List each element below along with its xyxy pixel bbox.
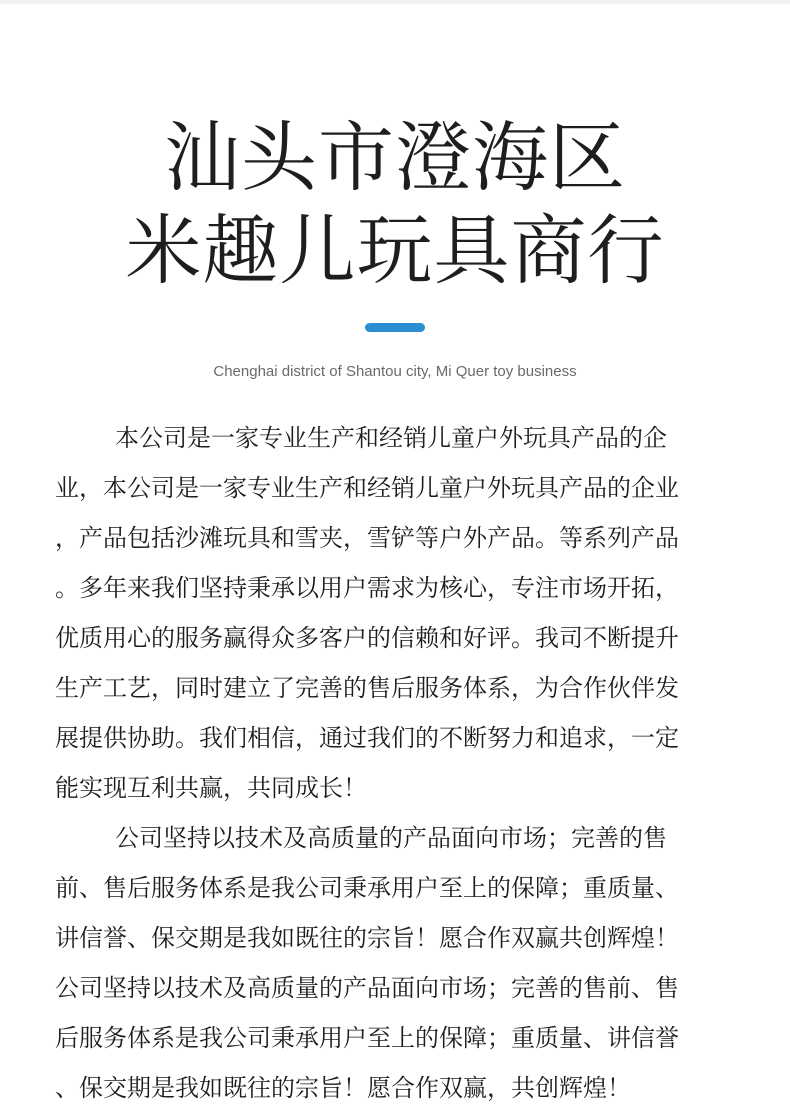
- paragraph-line: 业，本公司是一家专业生产和经销儿童户外玩具产品的企业: [55, 474, 679, 502]
- paragraph-line: 公司坚持以技术及高质量的产品面向市场；完善的售: [115, 824, 667, 852]
- paragraph-line: 讲信誉、保交期是我如既往的宗旨！愿合作双赢共创辉煌！: [55, 924, 679, 952]
- paragraph-line: 优质用心的服务赢得众多客户的信赖和好评。我司不断提升: [55, 624, 679, 652]
- paragraph-line: 展提供协助。我们相信，通过我们的不断努力和追求，一定: [55, 724, 679, 752]
- mission-paragraph: [55, 813, 745, 1113]
- english-subtitle: Chenghai district of Shantou city, Mi Quer toy business: [213, 363, 577, 380]
- top-band: [0, 0, 790, 4]
- paragraph-line: 。多年来我们坚持秉承以用户需求为核心，专注市场开拓，: [55, 574, 679, 602]
- paragraph-line: 、保交期是我如既往的宗旨！愿合作双赢，共创辉煌！: [55, 1074, 631, 1102]
- intro-paragraph: [55, 413, 745, 813]
- paragraph-line: 能实现互利共赢，共同成长！: [55, 774, 367, 802]
- paragraph-line: 生产工艺，同时建立了完善的售后服务体系，为合作伙伴发: [55, 674, 679, 702]
- paragraph-line: 公司坚持以技术及高质量的产品面向市场；完善的售前、售: [55, 974, 679, 1002]
- accent-divider: [365, 323, 425, 332]
- page-title-line-1: 汕头市澄海区: [164, 113, 626, 202]
- paragraph-line: ，产品包括沙滩玩具和雪夹，雪铲等户外产品。等系列产品: [55, 524, 679, 552]
- page-title-line-2: 米趣儿玩具商行: [125, 206, 665, 295]
- paragraph-line: 本公司是一家专业生产和经销儿童户外玩具产品的企: [115, 424, 667, 452]
- paragraph-line: 前、售后服务体系是我公司秉承用户至上的保障；重质量、: [55, 874, 679, 902]
- paragraph-line: 后服务体系是我公司秉承用户至上的保障；重质量、讲信誉: [55, 1024, 679, 1052]
